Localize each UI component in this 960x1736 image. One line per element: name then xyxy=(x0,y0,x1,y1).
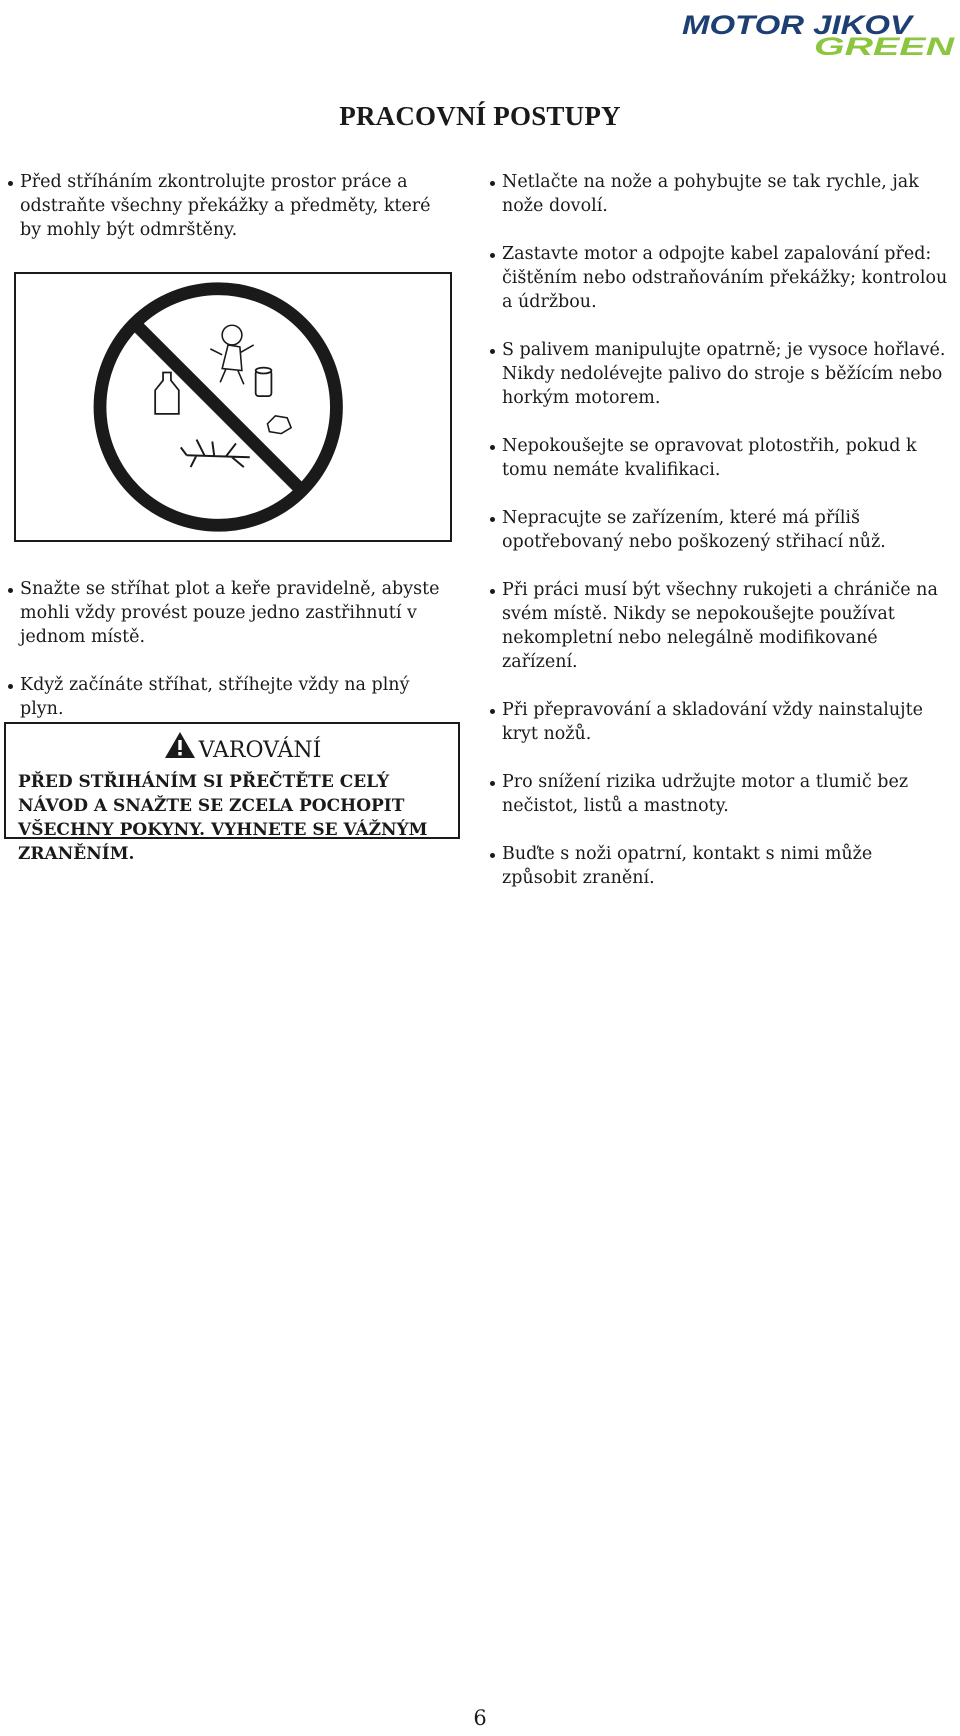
prohibition-sign-icon xyxy=(16,274,450,540)
list-item: Při práci musí být všechny rukojeti a chrániče na svém místě. Nikdy se nepokoušejte používat nekompletní nebo nelegálně modifikované zařízení. xyxy=(490,578,950,674)
branch-icon xyxy=(181,440,250,468)
page-number: 6 xyxy=(473,1706,487,1730)
brand-logo-line1: MOTOR JIKOV xyxy=(682,10,915,40)
list-item: Když začínáte stříhat, stříhejte vždy na plný plyn. xyxy=(8,673,456,721)
page-title: PRACOVNÍ POSTUPY xyxy=(339,101,621,131)
prohibition-figure xyxy=(14,272,452,542)
brand-logo xyxy=(676,8,960,56)
warning-triangle-icon xyxy=(163,730,197,760)
list-item: Nepracujte se zařízením, které má příliš opotřebovaný nebo poškozený střihací nůž. xyxy=(490,506,950,554)
list-item: S palivem manipulujte opatrně; je vysoce hořlavé. Nikdy nedolévejte palivo do stroje s běžícím nebo horkým motorem. xyxy=(490,338,950,410)
list-item: Pro snížení rizika udržujte motor a tlumič bez nečistot, listů a mastnoty. xyxy=(490,770,950,818)
warning-box xyxy=(4,722,460,864)
bottle-icon xyxy=(155,373,179,414)
can-icon xyxy=(256,368,272,397)
list-item: Netlačte na nože a pohybujte se tak rychle, jak nože dovolí. xyxy=(490,170,950,218)
warning-heading: VAROVÁNÍ xyxy=(198,738,322,763)
list-item: Zastavte motor a odpojte kabel zapalování před: čištěním nebo odstraňováním překážky; kontrolou a údržbou. xyxy=(490,242,950,314)
right-list xyxy=(490,170,950,914)
left-top-list xyxy=(8,170,456,242)
list-item: Při přepravování a skladování vždy nainstalujte kryt nožů. xyxy=(490,698,950,746)
brand-logo-line2: GREEN xyxy=(814,33,956,56)
left-mid-list xyxy=(8,577,456,745)
warning-text: PŘED STŘIHÁNÍM SI PŘEČTĚTE CELÝ NÁVOD A SNAŽTE SE ZCELA POCHOPIT VŠECHNY POKYNY. VYHNETE SE VÁŽNÝM ZRANĚNÍM. xyxy=(18,772,428,864)
list-item: Před stříháním zkontrolujte prostor práce a odstraňte všechny překážky a předměty, které by mohly být odmrštěny. xyxy=(8,170,456,242)
list-item: Buďte s noži opatrní, kontakt s nimi může způsobit zranění. xyxy=(490,842,950,890)
list-item: Nepokoušejte se opravovat plotostřih, pokud k tomu nemáte kvalifikaci. xyxy=(490,434,950,482)
list-item: Snažte se stříhat plot a keře pravidelně, abyste mohli vždy provést pouze jedno zastřihnutí v jednom místě. xyxy=(8,577,456,649)
stone-icon xyxy=(267,416,291,434)
doll-icon xyxy=(210,325,253,384)
